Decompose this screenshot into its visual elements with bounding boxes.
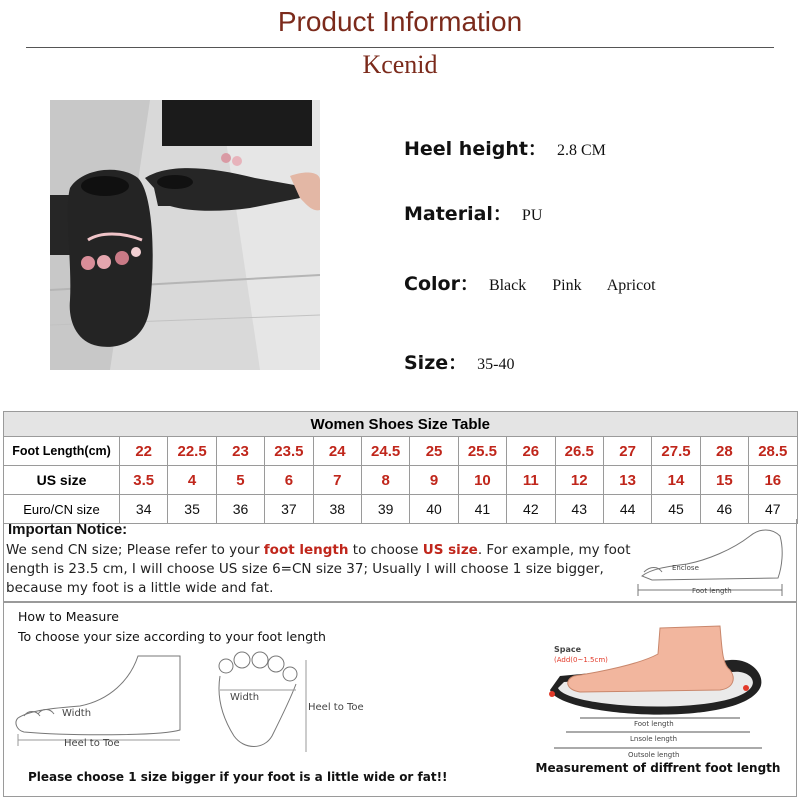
table-cell: 24.5 (361, 437, 409, 466)
table-cell: 13 (603, 466, 651, 495)
color-label: Color： (404, 273, 479, 295)
color-values (489, 277, 678, 295)
table-cell: 12 (555, 466, 603, 495)
table-cell: 15 (700, 466, 748, 495)
foot-length-line-label: Foot length (634, 720, 674, 728)
table-cell: 45 (652, 495, 700, 524)
table-cell: 28 (700, 437, 748, 466)
table-cell: 28.5 (749, 437, 797, 466)
table-cell: 4 (168, 466, 216, 495)
top-foot-diagram (210, 650, 400, 754)
foot-length-diagram (632, 522, 792, 598)
table-cell: 9 (410, 466, 458, 495)
spec-size (404, 348, 514, 375)
space-label: Space (554, 645, 582, 654)
spec-color (404, 269, 678, 296)
table-cell: 44 (603, 495, 651, 524)
size-value: 35-40 (477, 356, 515, 373)
table-row (4, 437, 798, 466)
size-table-title: Women Shoes Size Table (4, 412, 798, 437)
table-cell: 16 (749, 466, 797, 495)
table-cell: 3.5 (120, 466, 168, 495)
table-cell: 26.5 (555, 437, 603, 466)
brand-name: Kcenid (362, 50, 438, 79)
row-label-us-size: US size (4, 466, 120, 495)
width-label-side: Width (62, 708, 92, 719)
table-cell: 25.5 (458, 437, 506, 466)
table-cell: 26 (507, 437, 555, 466)
row-label-foot-length: Foot Length(cm) (4, 437, 120, 466)
table-cell: 41 (458, 495, 506, 524)
table-cell: 5 (216, 466, 264, 495)
row-label-euro-cn-size: Euro/CN size (4, 495, 120, 524)
table-cell: 23 (216, 437, 264, 466)
color-apricot: Apricot (606, 277, 656, 294)
notice-text-part: We send CN size; Please refer to your (6, 542, 264, 558)
width-label-top: Width (230, 692, 260, 703)
table-cell: 39 (361, 495, 409, 524)
size-table (3, 411, 798, 524)
table-cell: 8 (361, 466, 409, 495)
table-cell: 47 (749, 495, 797, 524)
foot-length-measurement-diagram (540, 618, 790, 762)
table-cell: 46 (700, 495, 748, 524)
table-cell: 35 (168, 495, 216, 524)
table-cell: 7 (313, 466, 361, 495)
notice-text-part: . For example, my foot length is 23.5 cm, I will choose US size 6=CN size 37; Usually I will choose 1 size bigger, because my foot is a little wide and fat. (6, 542, 631, 596)
enclose-label: Enclose (672, 564, 699, 572)
space-range-label: (Add(0~1.5cm) (554, 656, 608, 664)
table-cell: 37 (265, 495, 313, 524)
table-cell: 36 (216, 495, 264, 524)
table-cell: 22 (120, 437, 168, 466)
heel-to-toe-label-side: Heel to Toe (64, 738, 120, 749)
how-to-measure-subtitle: To choose your size according to your foot length (18, 629, 326, 644)
table-cell: 27 (603, 437, 651, 466)
spec-material (404, 199, 542, 226)
heel-height-label: Heel height： (404, 138, 547, 160)
notice-highlight-us-size: US size (422, 542, 478, 558)
table-cell: 40 (410, 495, 458, 524)
table-cell: 27.5 (652, 437, 700, 466)
table-cell: 42 (507, 495, 555, 524)
outsole-length-label: Outsole length (628, 751, 680, 759)
notice-highlight-foot-length: foot length (263, 542, 349, 558)
table-cell: 43 (555, 495, 603, 524)
table-cell: 25 (410, 437, 458, 466)
how-to-measure-title: How to Measure (18, 609, 119, 624)
table-cell: 22.5 (168, 437, 216, 466)
table-cell: 6 (265, 466, 313, 495)
title-divider (26, 47, 774, 48)
table-cell: 24 (313, 437, 361, 466)
notice-text-part: to choose (348, 542, 423, 558)
table-cell: 11 (507, 466, 555, 495)
size-advice-note: Please choose 1 size bigger if your foot is a little wide or fat!! (28, 770, 448, 784)
material-label: Material： (404, 203, 512, 225)
color-pink: Pink (552, 277, 582, 294)
insole-length-label: Lnsole length (630, 735, 678, 743)
notice-text (6, 541, 631, 598)
table-cell: 23.5 (265, 437, 313, 466)
product-photo (50, 100, 320, 370)
spec-heel-height (404, 134, 606, 161)
foot-length-diagram-label: Foot length (692, 587, 732, 595)
notice-title: Importan Notice: (8, 521, 128, 538)
table-cell: 34 (120, 495, 168, 524)
table-row (4, 466, 798, 495)
side-foot-diagram (10, 650, 190, 754)
page-title: Product Information (277, 6, 523, 37)
table-cell: 38 (313, 495, 361, 524)
measurement-caption: Measurement of diffrent foot length (535, 761, 781, 775)
table-cell: 14 (652, 466, 700, 495)
material-value: PU (521, 207, 543, 224)
table-cell: 10 (458, 466, 506, 495)
heel-to-toe-label-top: Heel to Toe (308, 702, 364, 713)
size-label: Size： (404, 352, 468, 374)
color-black: Black (488, 277, 527, 294)
heel-height-value: 2.8 CM (556, 142, 606, 159)
